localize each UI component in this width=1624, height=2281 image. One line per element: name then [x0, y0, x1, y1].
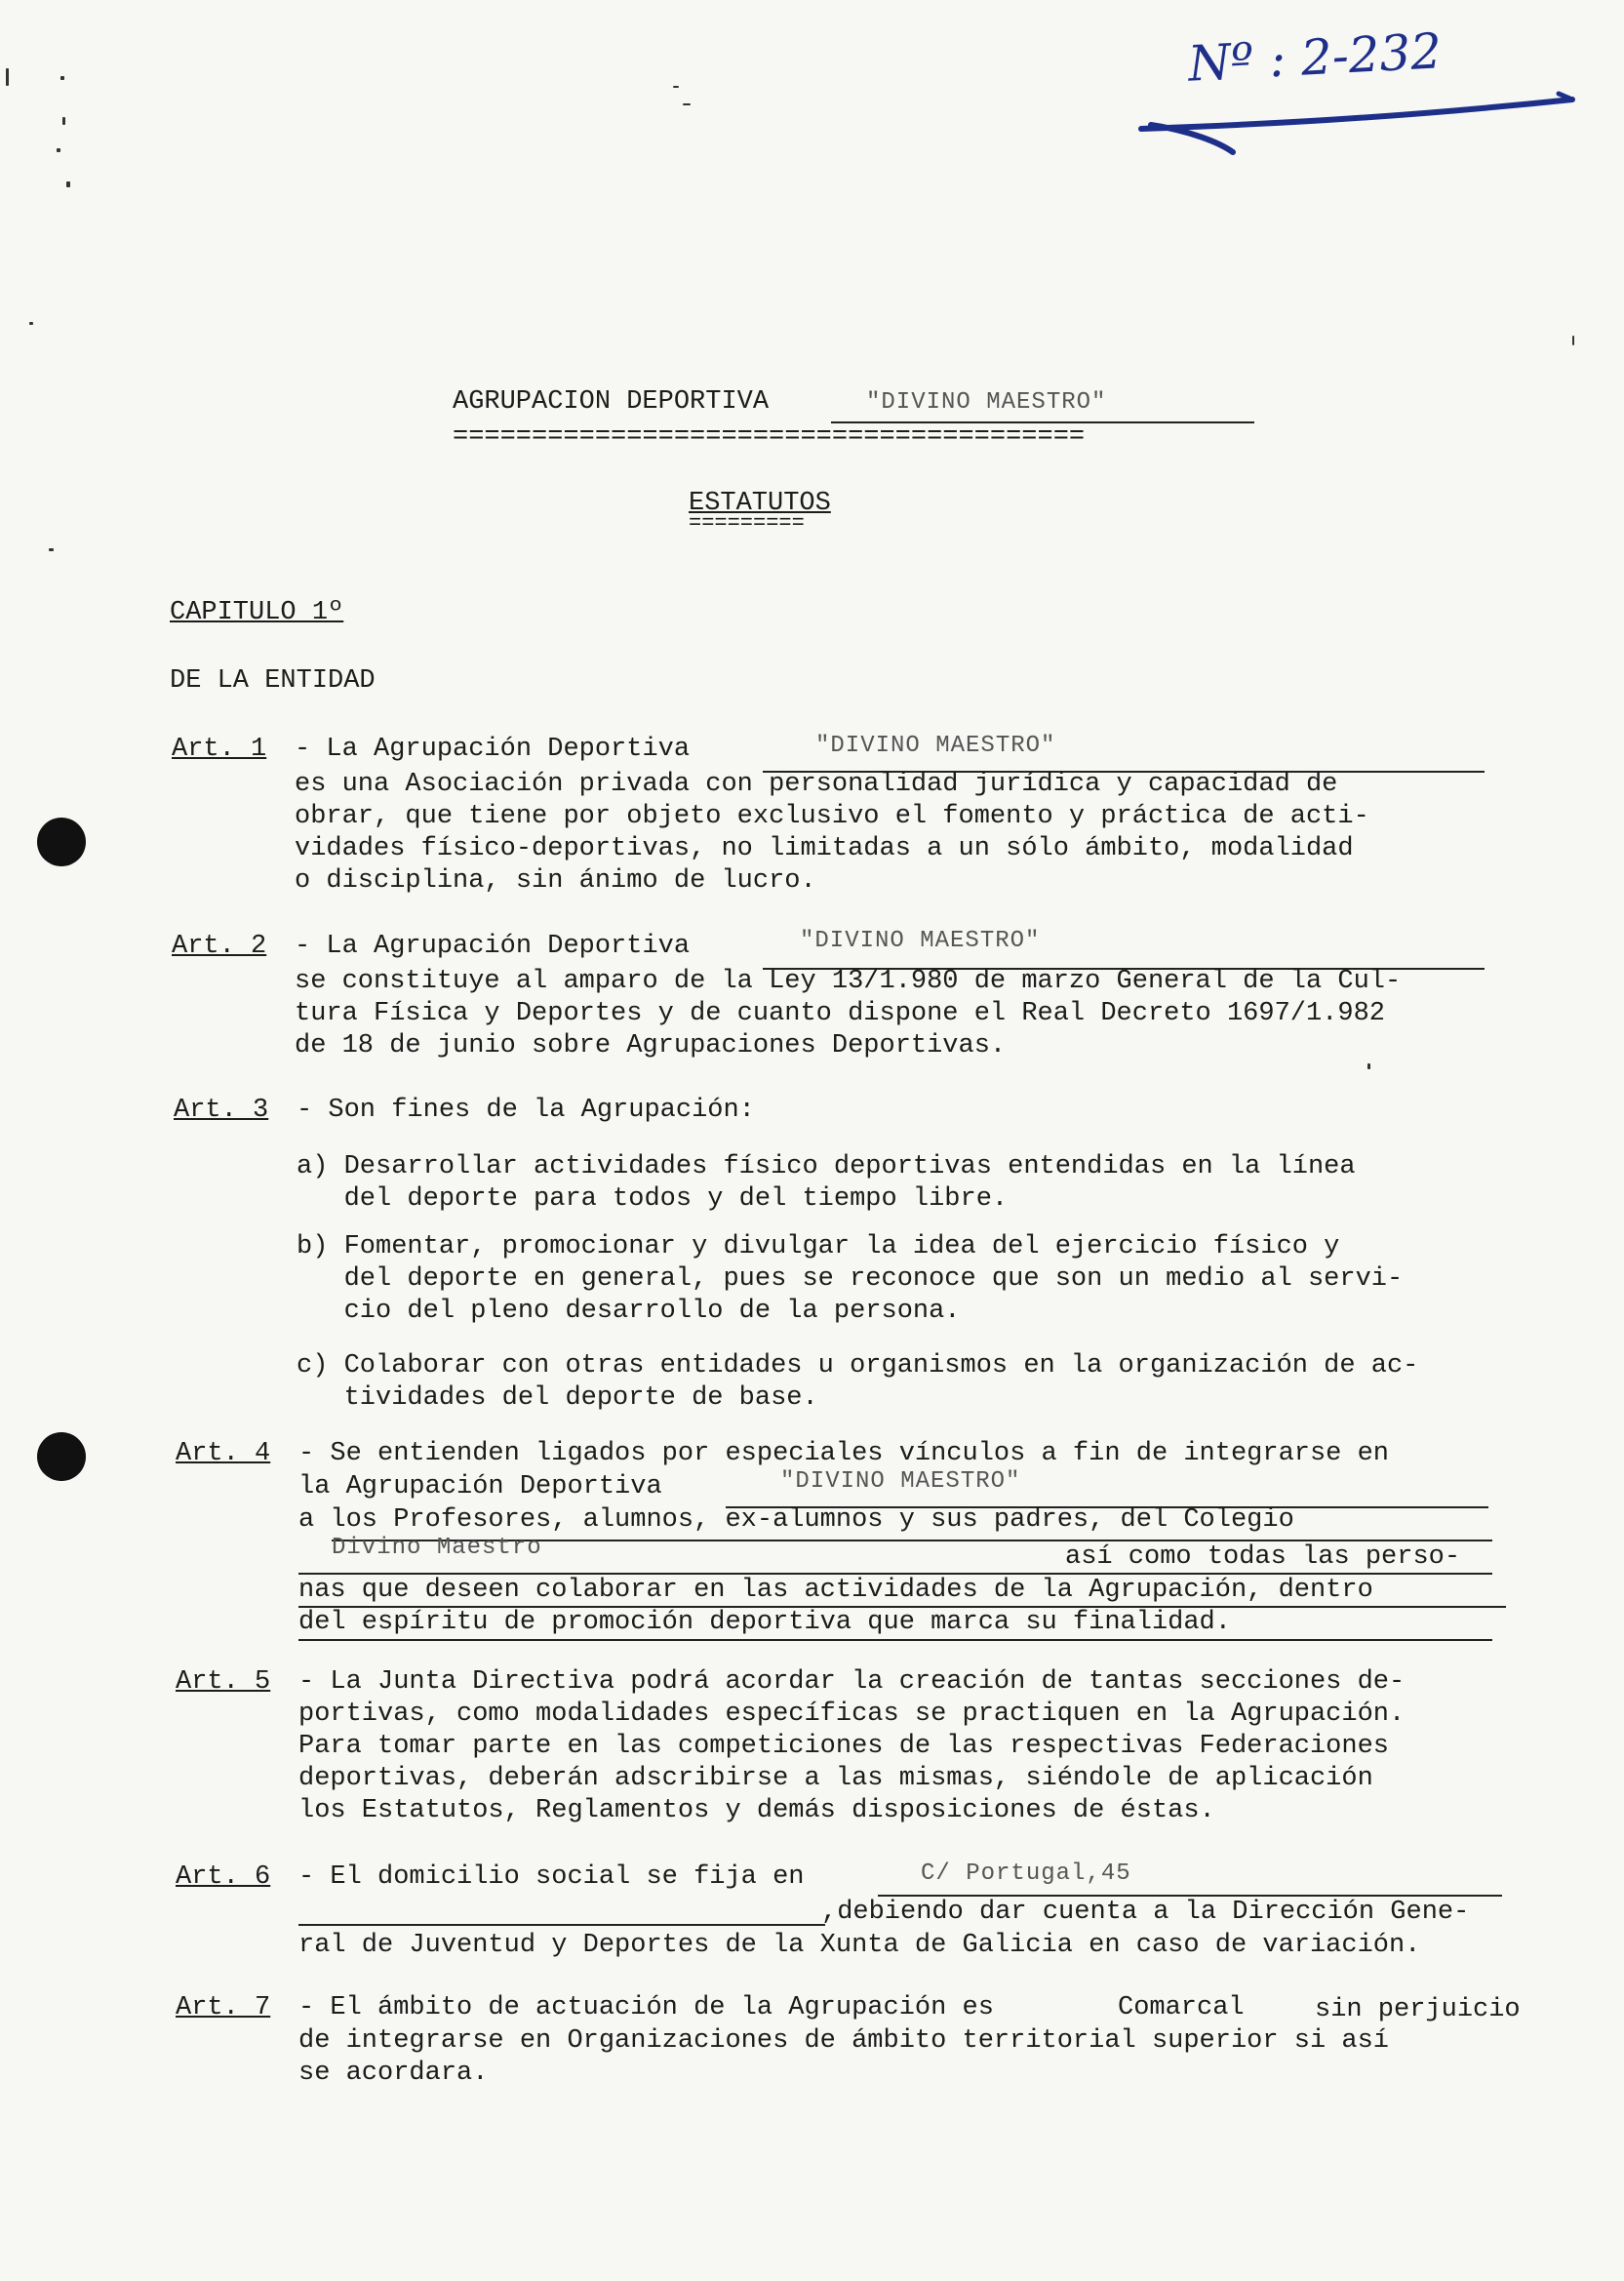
article-2-label: Art. 2: [172, 932, 267, 961]
article-5-line: - La Junta Directiva podrá acordar la creación de tantas secciones de-: [298, 1667, 1406, 1697]
article-6-label: Art. 6: [176, 1862, 271, 1892]
article-6-line: ,debiendo dar cuenta a la Dirección Gene-: [821, 1898, 1470, 1927]
article-4-line: nas que deseen colaborar en las actividades de la Agrupación, dentro: [298, 1576, 1373, 1605]
chapter-name: DE LA ENTIDAD: [170, 666, 376, 696]
article-2-line: se constituye al amparo de la Ley 13/1.980 de marzo General de la Cul-: [295, 967, 1402, 996]
article-1-line: obrar, que tiene por objeto exclusivo el fomento y práctica de acti-: [295, 802, 1369, 831]
article-2-line: de 18 de junio sobre Agrupaciones Deportivas.: [295, 1031, 1007, 1060]
article-4-entity: "DIVINO MAESTRO": [780, 1468, 1021, 1495]
article-1-line: o disciplina, sin ánimo de lucro.: [295, 866, 816, 896]
entity-name: "DIVINO MAESTRO": [866, 389, 1107, 416]
article-6-address: C/ Portugal,45: [921, 1861, 1131, 1887]
article-4-line: a los Profesores, alumnos, ex-alumnos y sus padres, del Colegio: [298, 1505, 1294, 1535]
article-1-lead: - La Agrupación Deportiva: [295, 735, 691, 764]
article-6-lead: - El domicilio social se fija en: [298, 1862, 805, 1892]
statutes-rule: =========: [689, 511, 805, 536]
article-4-line: la Agrupación Deportiva: [298, 1472, 662, 1501]
article-7-label: Art. 7: [176, 1993, 271, 2022]
article-4-school: Divino Maestro: [332, 1535, 542, 1561]
handwritten-underline: [1131, 82, 1580, 160]
article-4-line: del espíritu de promoción deportiva que marca su finalidad.: [298, 1608, 1231, 1637]
speck: [57, 148, 60, 152]
article-7-line: de integrarse en Organizaciones de ámbito territorial superior si así: [298, 2026, 1389, 2056]
speck: [6, 68, 9, 86]
article-4-line: - Se entienden ligados por especiales vínculos a fin de integrarse en: [298, 1439, 1389, 1468]
article-3-item-b: del deporte en general, pues se reconoce que son un medio al servi-: [297, 1264, 1404, 1294]
article-1-entity: "DIVINO MAESTRO": [815, 733, 1056, 759]
article-2-entity: "DIVINO MAESTRO": [800, 928, 1041, 954]
speck: [29, 322, 33, 325]
article-5-label: Art. 5: [176, 1667, 271, 1697]
article-7-scope: Comarcal: [1118, 1993, 1245, 2022]
article-5-line: portivas, como modalidades específicas se practiquen en la Agrupación.: [298, 1700, 1406, 1729]
article-3-item-b: b) Fomentar, promocionar y divulgar la idea del ejercicio físico y: [297, 1232, 1340, 1261]
article-5-line: Para tomar parte en las competiciones de las respectivas Federaciones: [298, 1732, 1389, 1761]
article-3-item-a: a) Desarrollar actividades físico deportivas entendidas en la línea: [297, 1152, 1356, 1181]
punch-hole-bottom: [37, 1432, 86, 1481]
article-6-line: ral de Juventud y Deportes de la Xunta de Galicia en caso de variación.: [298, 1931, 1421, 1960]
article-1-label: Art. 1: [172, 735, 267, 764]
speck: [1367, 1063, 1370, 1069]
speck: [673, 86, 679, 88]
title-rule: ========================================: [453, 422, 1086, 452]
speck: [683, 103, 691, 105]
article-6-fill-line: [298, 1924, 825, 1926]
article-5-line: deportivas, deberán adscribirse a las mismas, siéndole de aplicación: [298, 1764, 1373, 1793]
article-3-item-c: c) Colaborar con otras entidades u organismos en la organización de ac-: [297, 1351, 1419, 1381]
article-1-line: vidades físico-deportivas, no limitadas a un sólo ámbito, modalidad: [295, 834, 1354, 863]
speck: [66, 181, 70, 187]
statutes-heading: ESTATUTOS: [689, 489, 831, 518]
article-3-item-b: cio del pleno desarrollo de la persona.: [297, 1297, 961, 1326]
registration-number: Nº : 2-232: [1186, 22, 1444, 93]
speck: [60, 76, 64, 80]
article-4-underline: [298, 1639, 1492, 1641]
speck: [49, 548, 54, 551]
punch-hole-top: [37, 818, 86, 866]
article-3-item-a: del deporte para todos y del tiempo libre.: [297, 1184, 1009, 1214]
article-7-tail: sin perjuicio: [1315, 1995, 1521, 2024]
document-title: AGRUPACION DEPORTIVA: [453, 387, 770, 417]
speck: [1572, 336, 1574, 345]
article-7-lead: - El ámbito de actuación de la Agrupación es: [298, 1993, 994, 2022]
article-1-line: es una Asociación privada con personalidad jurídica y capacidad de: [295, 770, 1338, 799]
chapter-number: CAPITULO 1º: [170, 598, 344, 627]
article-2-line: tura Física y Deportes y de cuanto dispone el Real Decreto 1697/1.982: [295, 999, 1385, 1028]
article-2-lead: - La Agrupación Deportiva: [295, 932, 691, 961]
speck: [62, 117, 65, 125]
article-3-item-c: tividades del deporte de base.: [297, 1383, 818, 1413]
article-5-line: los Estatutos, Reglamentos y demás disposiciones de éstas.: [298, 1796, 1215, 1825]
article-4-line: así como todas las perso-: [1065, 1542, 1461, 1572]
article-4-label: Art. 4: [176, 1439, 271, 1468]
article-3-lead: - Son fines de la Agrupación:: [297, 1096, 755, 1125]
article-3-label: Art. 3: [174, 1096, 269, 1125]
article-7-line: se acordara.: [298, 2059, 489, 2088]
